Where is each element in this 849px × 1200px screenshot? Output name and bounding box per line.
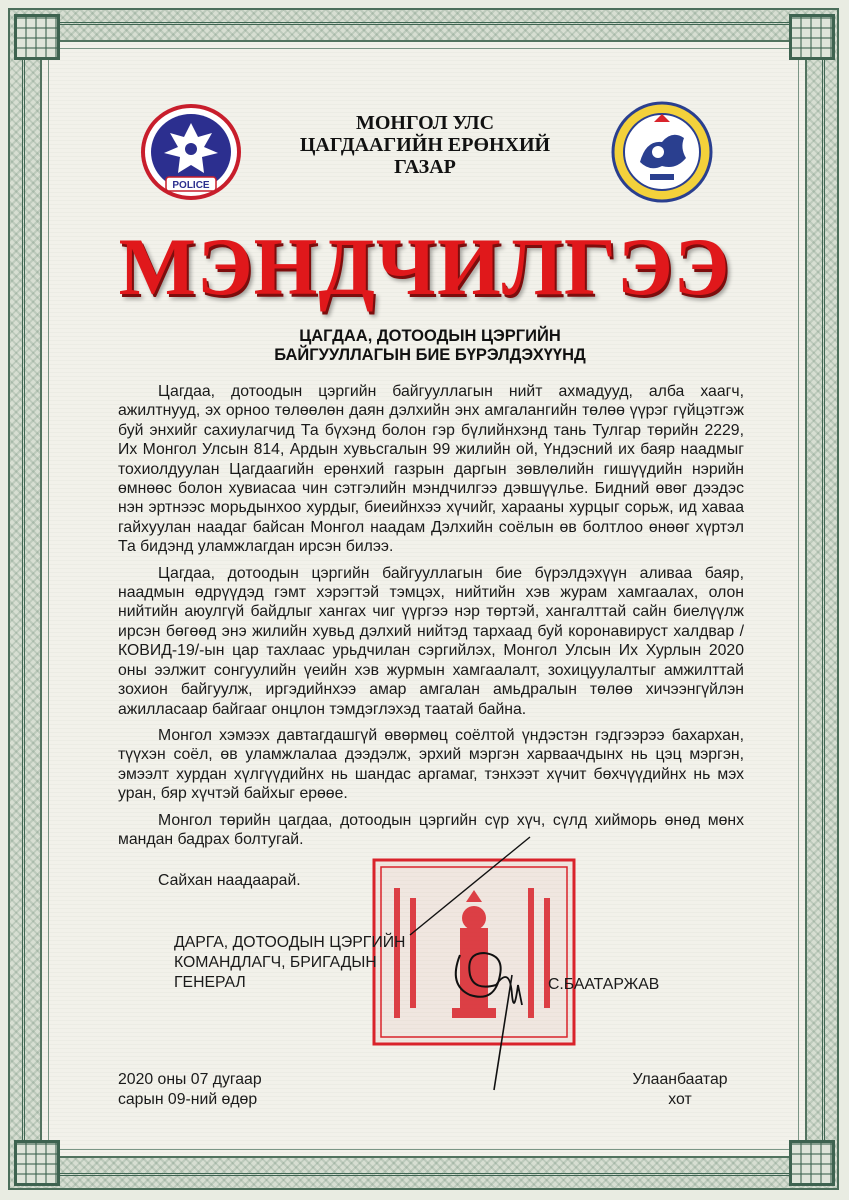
- corner-ornament-top-left: [14, 14, 60, 60]
- org-line-3: ГАЗАР: [394, 156, 456, 178]
- addressee: [150, 327, 710, 365]
- city-emblem-icon: [610, 100, 714, 204]
- paragraph: Цагдаа, дотоодын цэргийн байгууллагын бие бүрэлдэхүүн аливаа баяр, наадмын өдрүүдэд гэмт хэрэгтэй тэмцэх, нийтийн хэв журам хамгаалах, олон нийтийн аюулгүй байдлыг хангах чиг үүргээ нэр төртэй, хангалттай сайн биелүүлж ирсэн бөгөөд энэ жилийн хувьд дэлхий нийтэд тархаад буй коронавируст халдвар /КОВИД-19/-ын цар тахлаас урьдчилан сэргийлэх, Монгол Улсын Их Хурлын 2020 оны ээлжит сонгуулийн үеийн хэв журмын хамгаалалт, зохицуулалтыг амжилттай зохион байгуулж, иргэдийнхээ амар амгалан амьдралын төлөө хичээнгүйлэн ажилласаар байгааг онцлон тэмдэглэхэд таатай байна.: [118, 564, 744, 718]
- document-place: [610, 1070, 750, 1110]
- place-line-2: хот: [668, 1091, 692, 1108]
- closing-line: Сайхан наадаарай.: [158, 872, 301, 889]
- date-line-1: 2020 оны 07 дугаар: [118, 1071, 262, 1088]
- org-line-1: МОНГОЛ УЛС: [355, 112, 495, 134]
- document-date: [118, 1070, 318, 1110]
- corner-ornament-bottom-right: [789, 1140, 835, 1186]
- handwritten-signature-icon: [400, 835, 600, 1095]
- police-emblem-icon: [140, 103, 242, 201]
- place-line-1: Улаанбаатар: [632, 1071, 728, 1088]
- signatory-title-line-2: КОМАНДЛАГЧ, БРИГАДЫН: [174, 954, 377, 971]
- signatory-title-line-3: ГЕНЕРАЛ: [174, 974, 246, 991]
- page-title: МЭНДЧИЛГЭЭ: [118, 221, 731, 312]
- corner-ornament-bottom-left: [14, 1140, 60, 1186]
- paragraph: Цагдаа, дотоодын цэргийн байгууллагын нийт ахмадууд, алба хаагч, ажилтнууд, эх орноо төлөөлөн даян дэлхийн энх амгалангийн төлөө үүрэг гүйцэтгэж буй энхийг сахиулагчид Та бүхэнд болон гэр бүлийнхэнд тань Тулгар төрийн 2229, Их Монгол Улсын 814, Ардын хувьсгалын 99 жилийн ой, Үндэсний их баяр наадмыг тохиолдуулан Цагдаагийн ерөнхий газрын даргын зөвлөлийн гишүүдийн нэрийн өмнөөс болон хувиасаа чин сэтгэлийн мэндчилгээ дэвшүүлье. Бидний өвөг дээдэс нэн эртнээс морьдынхоо хурдыг, биеийнхээ хүчийг, харааны хурцыг сорьж, ид хаваа гайхуулан наадаг байсан Монгол наадам Дэлхийн соёлын өв болтлоо өнөөг хүртэл Та бидэнд уламжлагдан ирсэн билээ.: [118, 383, 744, 556]
- letter-body: [118, 382, 744, 856]
- organization-name: [250, 112, 600, 178]
- addressee-line-1: ЦАГДАА, ДОТООДЫН ЦЭРГИЙН: [299, 327, 561, 345]
- paragraph: Монгол төрийн цагдаа, дотоодын цэргийн сүр хүч, сүлд хийморь өнөд мөнх мандан бадрах болтугай.: [118, 811, 744, 848]
- date-line-2: сарын 09-ний өдөр: [118, 1091, 258, 1108]
- paragraph: Монгол хэмээх давтагдашгүй өвөрмөц соёлтой үндэстэн гэдгээрээ бахархан, түүхэн соёл, өв уламжлалаа дээдэлж, эрхий мэргэн харваачдынх нь цэц мэргэн, эмээлт хурдан хүлгүүдийнх нь шандас аргамаг, тэнхээт хүчит бөхчүүдийнх нь мэх уран, бяр хүчтэй байхыг ерөөе.: [118, 726, 744, 803]
- org-line-2: ЦАГДААГИЙН ЕРӨНХИЙ: [299, 134, 551, 156]
- police-logo-text: POLICE: [172, 180, 210, 191]
- signatory-name: С.БААТАРЖАВ: [548, 976, 660, 993]
- signatory-title-line-1: ДАРГА, ДОТООДЫН ЦЭРГИЙН: [174, 934, 406, 951]
- corner-ornament-top-right: [789, 14, 835, 60]
- addressee-line-2: БАЙГУУЛЛАГЫН БИЕ БҮРЭЛДЭХҮҮНД: [274, 346, 586, 364]
